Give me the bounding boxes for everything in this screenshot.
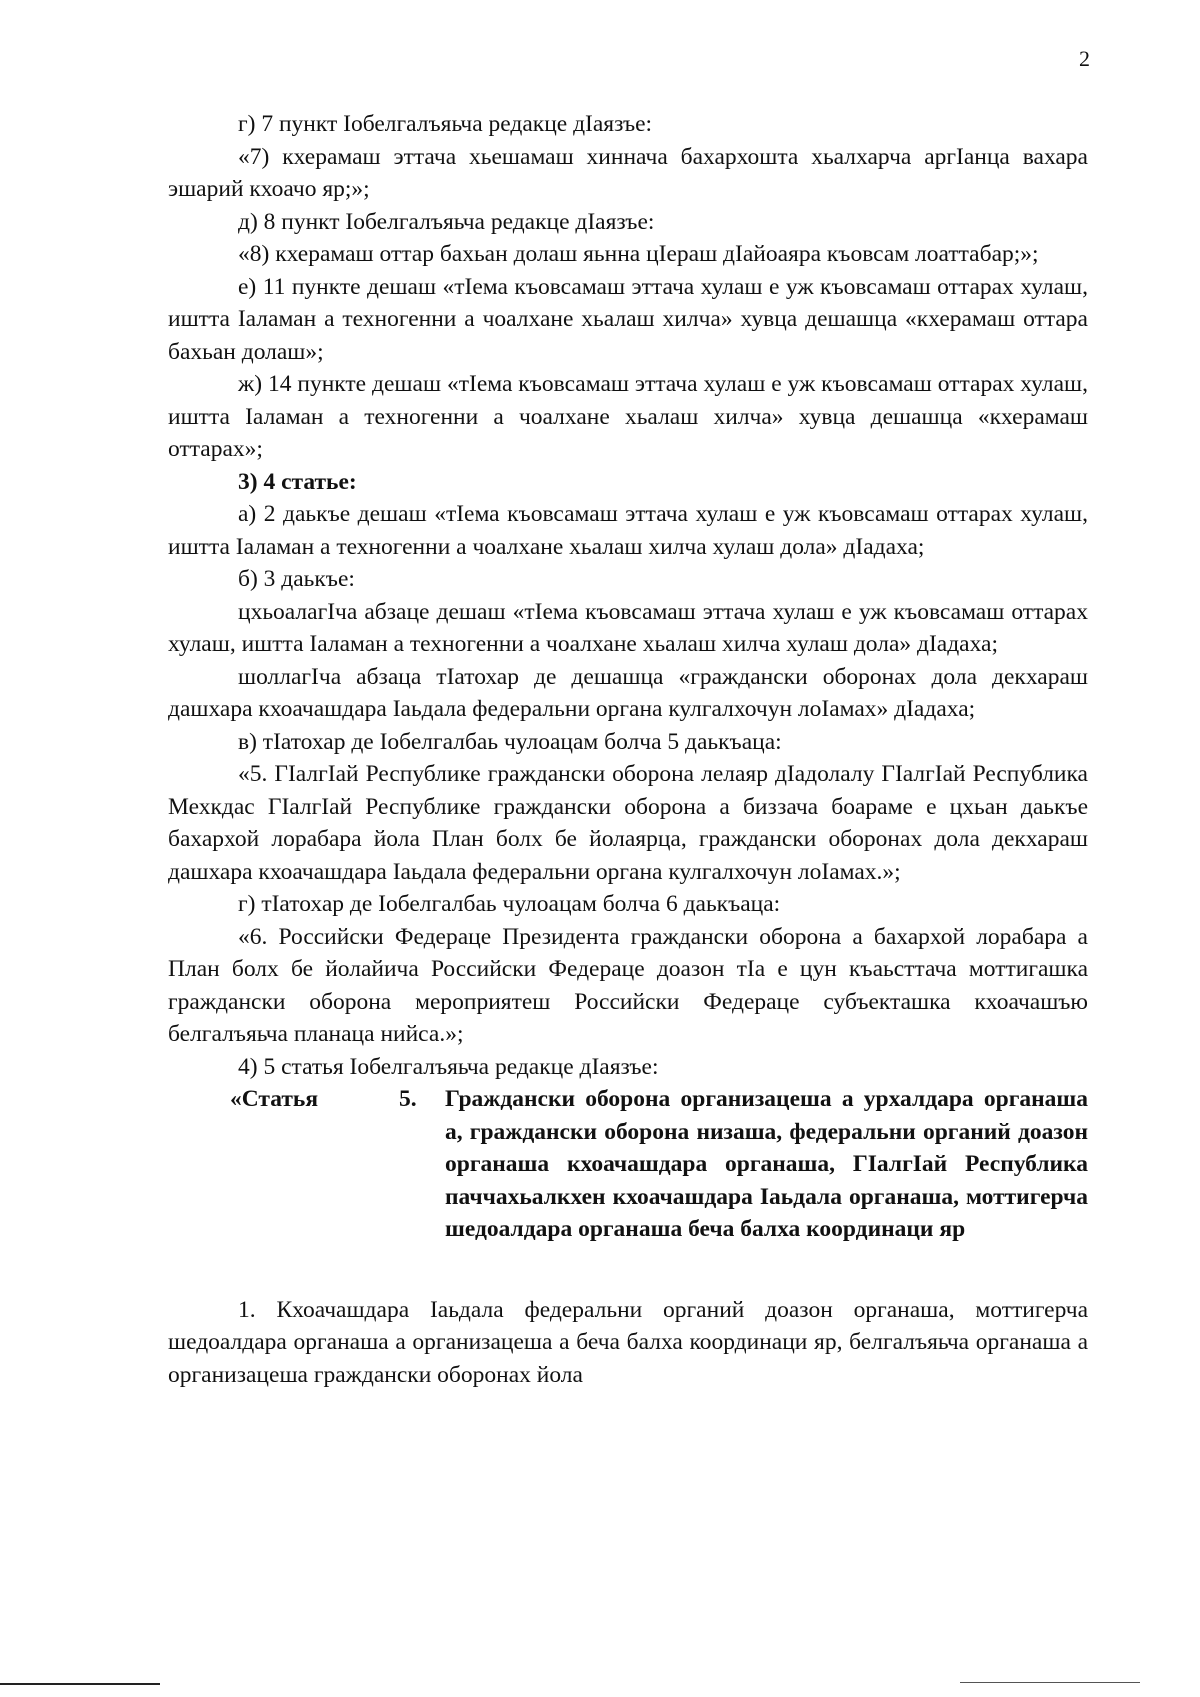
paragraph-zh-14: ж) 14 пункте дешаш «тIема къовсамаш эттача хулаш е уж къовсамаш оттарах хулаш, иштта Iаламан а техногенни а чоалхане хьалаш хилча» хувца дешашца «кхерамаш оттарах»;	[168, 371, 1088, 462]
scan-edge-line	[960, 1682, 1140, 1683]
document-body	[168, 108, 1088, 1391]
paragraph-g-6: г) тIатохар де Iобелгалбаь чулоацам болча 6 даькъаца:	[238, 891, 781, 917]
scan-edge-line	[0, 1683, 160, 1685]
paragraph-g-7: г) 7 пункт Iобелгалъяьча редакце дIаязъе:	[238, 111, 653, 137]
page-number: 2	[1079, 46, 1090, 71]
section-heading-3: 3) 4 статье:	[238, 468, 357, 495]
paragraph-a-2: а) 2 даькъе дешаш «тIема къовсамаш эттача хулаш е уж къовсамаш оттарах хулаш, иштта Iаламан а техногенни а чоалхане хьалаш хилча хулаш дола» дIадаха;	[168, 501, 1088, 560]
paragraph-v-5: в) тIатохар де Iобелгалбаь чулоацам болча 5 даькъаца:	[238, 728, 782, 755]
paragraph-item-7: «7) кхерамаш эттача хьешамаш хиннача бахархошта хьалхарча аргIанца вахара эшарий кхоачо яр;»;	[168, 143, 1088, 202]
paragraph-final: 1. Кхоачашдара Iаьдала федеральни органий доазон органаша, моттигерча шедоалдара органаша а организацеша а беча балха координаци яр, белгалъяьча органаша а организацеша граждански оборонах йола	[168, 1296, 1088, 1388]
article-label: «Статья	[230, 1086, 319, 1112]
article-title: Граждански оборона организацеша а урхалдара органаша а, граждански оборона низаша, федеральни органий доазон органаша кхоачашдара органаша, ГIалгIай Республика паччахьалкхен кхоачашдара Iаьдала органаша, моттигерча шедоалдара органаша беча балха координаци яр	[445, 1086, 1088, 1242]
article-heading	[168, 1083, 1088, 1246]
paragraph-item-6: «6. Российски Федераце Президента граждански оборона а бахархой лорабара а План болх бе йолайича Российски Федераце доазон тIа е цун къаьсттача моттигашка граждански оборона мероприятеш Российски Федераце субъекташка кхоачашъю белгалъяьча планаца нийса.»;	[168, 923, 1088, 1047]
paragraph-e-11: е) 11 пункте дешаш «тIема къовсамаш эттача хулаш е уж къовсамаш оттарах хулаш, иштта Iаламан а техногенни а чоалхане хьалаш хилча» хувца дешашца «кхерамаш оттара бахьан долаш»;	[168, 273, 1088, 365]
article-number: 5.	[399, 1086, 417, 1112]
paragraph-item-8: «8) кхерамаш оттар бахьан долаш яьнна цIераш дIайоаяра къовсам лоаттабар;»;	[238, 241, 1039, 267]
paragraph-item-5: «5. ГIалгIай Республике граждански оборона лелаяр дIадолалу ГIалгIай Республика Мехкдас ГIалгIай Республике граждански оборона а биззача боараме е цхьан даькъе бахархой лорабара йола План болх бе йолаярца, граждански оборонах дола декхараш дашхара кхоачашдара Iаьдала федеральни органа кулгалхочун лоIамах.»;	[168, 761, 1088, 885]
paragraph-first-abzac: цхьоалагIча абзаце дешаш «тIема къовсамаш эттача хулаш е уж къовсамаш оттарах хулаш, иштта Iаламан а техногенни а чоалхане хьалаш хилча хулаш дола» дIадаха;	[168, 598, 1088, 657]
paragraph-4-statya: 4) 5 статья Iобелгалъяьча редакце дIаязъе:	[238, 1053, 659, 1080]
paragraph-second-abzac: шоллагIча абзаца тIатохар де дешашца «граждански оборонах дола декхараш дашхара кхоачашдара Iаьдала федеральни органа кулгалхочун лоIамах» дIадаха;	[168, 663, 1088, 722]
paragraph-b-3: б) 3 даькъе:	[238, 566, 355, 592]
paragraph-d-8: д) 8 пункт Iобелгалъяьча редакце дIаязъе:	[238, 208, 655, 235]
spacer	[168, 1246, 1088, 1294]
